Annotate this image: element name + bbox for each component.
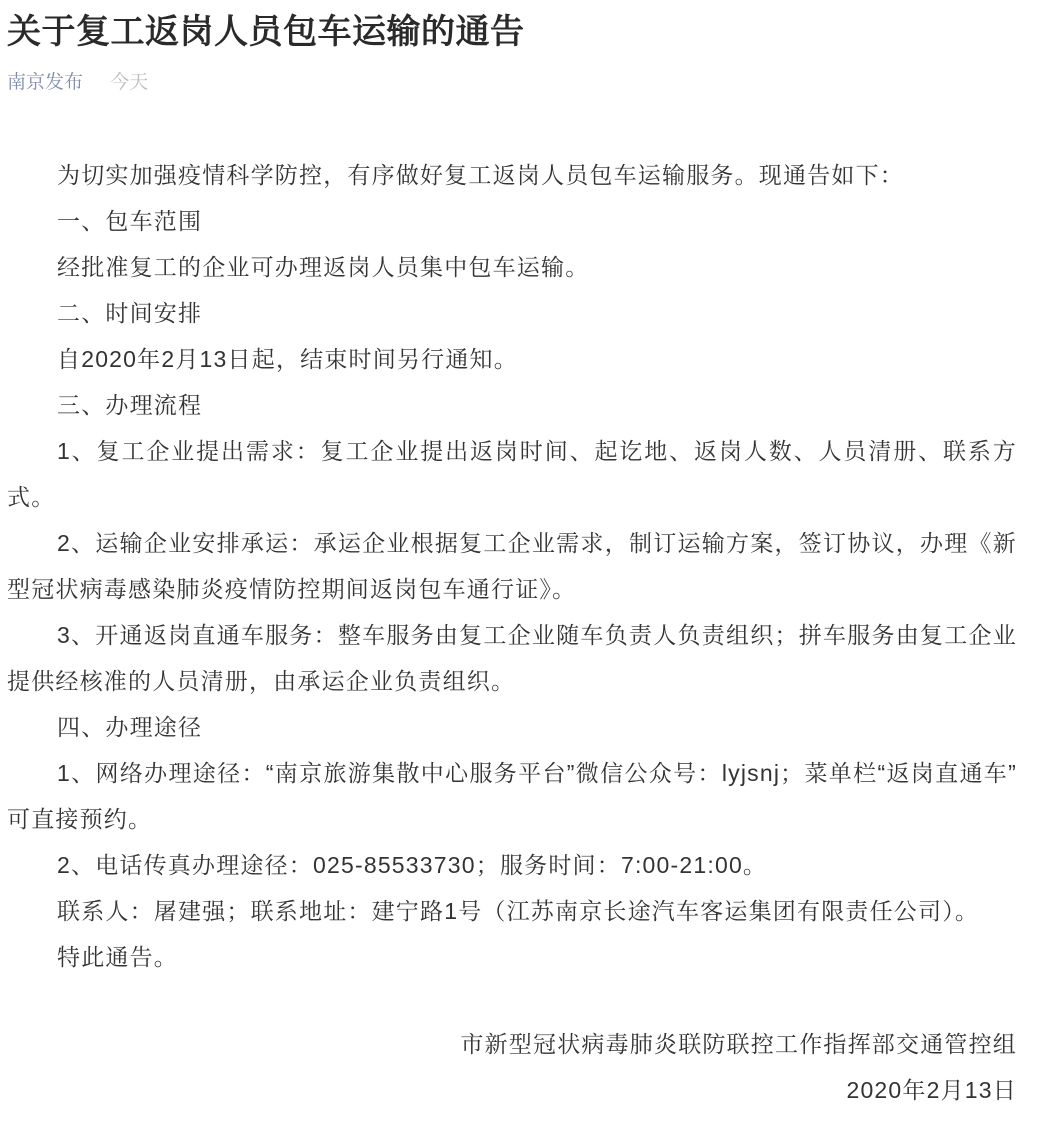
- paragraph: 经批准复工的企业可办理返岗人员集中包车运输。: [57, 254, 590, 280]
- paragraph: 一、包车范围: [57, 208, 203, 234]
- paragraph: 1、复工企业提出需求：复工企业提出返岗时间、起讫地、返岗人数、人员清册、联系方式。: [7, 438, 1017, 510]
- publish-date: 今天: [110, 72, 149, 93]
- account-link[interactable]: 南京发布: [7, 72, 84, 93]
- signature-org: 市新型冠状病毒肺炎联防联控工作指挥部交通管控组: [460, 1031, 1017, 1057]
- paragraph: 二、时间安排: [57, 300, 203, 326]
- paragraph: 为切实加强疫情科学防控，有序做好复工返岗人员包车运输服务。现通告如下：: [57, 162, 904, 188]
- paragraph: 联系人：屠建强；联系地址：建宁路1号（江苏南京长途汽车客运集团有限责任公司）。: [57, 898, 980, 924]
- paragraph: 2、电话传真办理途径：025-85533730；服务时间：7:00-21:00。: [57, 852, 768, 878]
- paragraph: 三、办理流程: [57, 392, 203, 418]
- paragraph: 2、运输企业安排承运：承运企业根据复工企业需求，制订运输方案，签订协议，办理《新型冠状病毒感染肺炎疫情防控期间返岗包车通行证》。: [7, 530, 1017, 602]
- paragraph: 3、开通返岗直通车服务：整车服务由复工企业随车负责人负责组织；拼车服务由复工企业提供经核准的人员清册，由承运企业负责组织。: [7, 622, 1017, 694]
- signature-date: 2020年2月13日: [846, 1077, 1017, 1103]
- paragraph: 特此通告。: [57, 944, 178, 970]
- article-title: 关于复工返岗人员包车运输的通告: [7, 13, 525, 51]
- paragraph: 1、网络办理途径：“南京旅游集散中心服务平台”微信公众号：lyjsnj；菜单栏“返岗直通车”可直接预约。: [7, 760, 1017, 832]
- byline: [7, 69, 1017, 96]
- paragraph: 四、办理途径: [57, 714, 203, 740]
- paragraph: 自2020年2月13日起，结束时间另行通知。: [57, 346, 518, 372]
- article-body: [7, 152, 1017, 980]
- signature-block: [7, 1021, 1017, 1113]
